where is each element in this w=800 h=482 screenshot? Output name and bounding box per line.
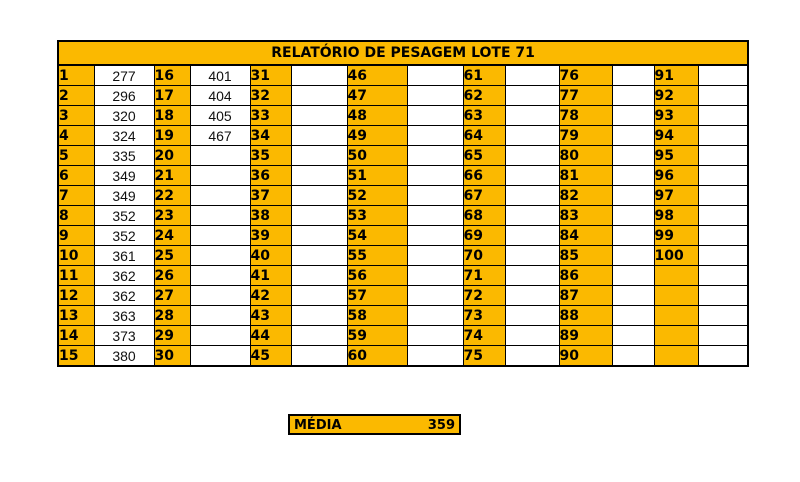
weight-value-cell[interactable] [612,346,654,367]
weight-value-cell[interactable] [190,226,250,246]
weight-value-cell[interactable] [505,186,559,206]
weight-value-cell[interactable] [612,106,654,126]
animal-number-cell: 26 [154,266,190,286]
animal-number-cell: 9 [58,226,94,246]
animal-number-cell: 67 [463,186,505,206]
animal-number-cell: 16 [154,65,190,86]
animal-number-cell: 66 [463,166,505,186]
animal-number-cell: 13 [58,306,94,326]
weight-value-cell[interactable] [698,86,748,106]
weight-value-cell[interactable] [291,106,347,126]
animal-number-cell: 88 [559,306,612,326]
weight-value-cell[interactable] [612,146,654,166]
weighing-table [57,40,749,367]
animal-number-cell: 3 [58,106,94,126]
weighing-report-sheet [57,40,747,367]
animal-number-cell: 17 [154,86,190,106]
weight-value-cell[interactable] [698,266,748,286]
table-row [58,126,748,146]
weight-value-cell[interactable] [407,106,463,126]
animal-number-cell: 30 [154,346,190,367]
animal-number-cell: 20 [154,146,190,166]
weight-value-cell[interactable]: 324 [94,126,154,146]
weight-value-cell[interactable] [612,86,654,106]
weight-value-cell[interactable] [698,226,748,246]
weight-value-cell[interactable] [190,186,250,206]
animal-number-cell: 10 [58,246,94,266]
weight-value-cell[interactable]: 405 [190,106,250,126]
weight-value-cell[interactable] [505,166,559,186]
weight-value-cell[interactable] [505,226,559,246]
weight-value-cell[interactable] [505,266,559,286]
weight-value-cell[interactable] [698,126,748,146]
animal-number-cell: 43 [250,306,291,326]
animal-number-cell: 48 [347,106,407,126]
weight-value-cell[interactable] [291,246,347,266]
weight-value-cell[interactable] [190,286,250,306]
animal-number-cell: 49 [347,126,407,146]
animal-number-cell [654,306,698,326]
weight-value-cell[interactable] [291,126,347,146]
animal-number-cell: 73 [463,306,505,326]
animal-number-cell: 35 [250,146,291,166]
weight-value-cell[interactable] [612,126,654,146]
animal-number-cell: 52 [347,186,407,206]
animal-number-cell: 94 [654,126,698,146]
average-label: MÉDIA [294,418,342,433]
animal-number-cell: 5 [58,146,94,166]
animal-number-cell: 87 [559,286,612,306]
animal-number-cell: 68 [463,206,505,226]
weight-value-cell[interactable] [698,106,748,126]
weight-value-cell[interactable] [190,146,250,166]
animal-number-cell: 27 [154,286,190,306]
animal-number-cell: 86 [559,266,612,286]
weight-value-cell[interactable]: 352 [94,226,154,246]
table-row [58,266,748,286]
report-title: RELATÓRIO DE PESAGEM LOTE 71 [58,41,748,65]
weight-value-cell[interactable] [612,286,654,306]
weight-value-cell[interactable]: 296 [94,86,154,106]
animal-number-cell: 8 [58,206,94,226]
weight-value-cell[interactable] [407,126,463,146]
animal-number-cell: 92 [654,86,698,106]
animal-number-cell: 81 [559,166,612,186]
animal-number-cell: 63 [463,106,505,126]
animal-number-cell: 97 [654,186,698,206]
weight-value-cell[interactable] [190,166,250,186]
weight-value-cell[interactable] [505,306,559,326]
weight-value-cell[interactable] [698,306,748,326]
weight-value-cell[interactable] [505,126,559,146]
weight-value-cell[interactable] [505,86,559,106]
weight-value-cell[interactable]: 363 [94,306,154,326]
animal-number-cell: 61 [463,65,505,86]
weight-value-cell[interactable] [291,286,347,306]
animal-number-cell: 50 [347,146,407,166]
weight-value-cell[interactable] [612,326,654,346]
animal-number-cell: 2 [58,86,94,106]
animal-number-cell: 33 [250,106,291,126]
animal-number-cell: 29 [154,326,190,346]
weight-value-cell[interactable] [291,206,347,226]
weight-value-cell[interactable] [698,146,748,166]
weight-value-cell[interactable]: 404 [190,86,250,106]
animal-number-cell: 4 [58,126,94,146]
animal-number-cell: 59 [347,326,407,346]
animal-number-cell: 37 [250,186,291,206]
animal-number-cell: 89 [559,326,612,346]
animal-number-cell: 34 [250,126,291,146]
table-row [58,286,748,306]
weight-value-cell[interactable] [291,266,347,286]
weight-value-cell[interactable] [407,186,463,206]
animal-number-cell: 6 [58,166,94,186]
animal-number-cell: 99 [654,226,698,246]
weight-value-cell[interactable] [291,306,347,326]
weight-value-cell[interactable] [407,326,463,346]
weight-value-cell[interactable]: 401 [190,65,250,86]
weight-value-cell[interactable] [612,65,654,86]
animal-number-cell: 90 [559,346,612,367]
animal-number-cell: 96 [654,166,698,186]
weight-value-cell[interactable] [698,326,748,346]
weight-value-cell[interactable] [291,86,347,106]
animal-number-cell: 75 [463,346,505,367]
weight-value-cell[interactable] [505,106,559,126]
animal-number-cell: 55 [347,246,407,266]
animal-number-cell: 32 [250,86,291,106]
weight-value-cell[interactable] [291,346,347,367]
animal-number-cell: 80 [559,146,612,166]
weight-value-cell[interactable] [190,326,250,346]
weight-value-cell[interactable] [407,286,463,306]
animal-number-cell [654,286,698,306]
weight-value-cell[interactable] [698,286,748,306]
weight-value-cell[interactable] [698,206,748,226]
animal-number-cell: 74 [463,326,505,346]
animal-number-cell: 85 [559,246,612,266]
animal-number-cell: 72 [463,286,505,306]
animal-number-cell: 78 [559,106,612,126]
animal-number-cell: 79 [559,126,612,146]
weight-value-cell[interactable] [291,166,347,186]
weight-value-cell[interactable] [612,186,654,206]
weight-value-cell[interactable] [505,286,559,306]
weight-value-cell[interactable] [407,166,463,186]
average-value: 359 [427,418,455,433]
animal-number-cell: 54 [347,226,407,246]
animal-number-cell: 95 [654,146,698,166]
average-box [288,414,461,435]
weight-value-cell[interactable] [612,206,654,226]
table-row [58,65,748,86]
weight-value-cell[interactable] [698,246,748,266]
table-row [58,226,748,246]
weight-value-cell[interactable] [698,166,748,186]
animal-number-cell: 21 [154,166,190,186]
animal-number-cell: 41 [250,266,291,286]
animal-number-cell: 22 [154,186,190,206]
weight-value-cell[interactable]: 373 [94,326,154,346]
animal-number-cell: 98 [654,206,698,226]
weight-value-cell[interactable] [407,246,463,266]
animal-number-cell: 47 [347,86,407,106]
animal-number-cell: 38 [250,206,291,226]
animal-number-cell: 65 [463,146,505,166]
animal-number-cell: 60 [347,346,407,367]
animal-number-cell: 11 [58,266,94,286]
weight-value-cell[interactable] [698,346,748,367]
table-row [58,166,748,186]
animal-number-cell: 12 [58,286,94,306]
animal-number-cell: 69 [463,226,505,246]
animal-number-cell: 91 [654,65,698,86]
weight-value-cell[interactable]: 277 [94,65,154,86]
animal-number-cell: 84 [559,226,612,246]
animal-number-cell: 45 [250,346,291,367]
weight-value-cell[interactable]: 320 [94,106,154,126]
animal-number-cell: 70 [463,246,505,266]
weight-value-cell[interactable] [505,246,559,266]
animal-number-cell: 76 [559,65,612,86]
animal-number-cell: 62 [463,86,505,106]
animal-number-cell: 100 [654,246,698,266]
weight-value-cell[interactable]: 349 [94,166,154,186]
weight-value-cell[interactable] [291,186,347,206]
weight-value-cell[interactable] [190,206,250,226]
weight-value-cell[interactable] [407,206,463,226]
animal-number-cell: 28 [154,306,190,326]
animal-number-cell: 39 [250,226,291,246]
animal-number-cell: 77 [559,86,612,106]
animal-number-cell: 83 [559,206,612,226]
weight-value-cell[interactable] [505,65,559,86]
animal-number-cell [654,326,698,346]
animal-number-cell: 7 [58,186,94,206]
weight-value-cell[interactable] [698,65,748,86]
weight-value-cell[interactable] [407,65,463,86]
animal-number-cell: 24 [154,226,190,246]
animal-number-cell: 57 [347,286,407,306]
animal-number-cell: 82 [559,186,612,206]
weight-value-cell[interactable] [612,226,654,246]
weight-value-cell[interactable]: 467 [190,126,250,146]
animal-number-cell: 31 [250,65,291,86]
weight-value-cell[interactable] [407,266,463,286]
animal-number-cell: 14 [58,326,94,346]
weight-value-cell[interactable] [291,226,347,246]
animal-number-cell: 53 [347,206,407,226]
animal-number-cell: 44 [250,326,291,346]
weight-value-cell[interactable]: 362 [94,266,154,286]
weight-value-cell[interactable] [612,166,654,186]
weight-value-cell[interactable]: 335 [94,146,154,166]
weight-value-cell[interactable] [505,206,559,226]
animal-number-cell: 58 [347,306,407,326]
animal-number-cell: 51 [347,166,407,186]
weight-value-cell[interactable]: 361 [94,246,154,266]
weight-value-cell[interactable] [505,146,559,166]
weight-value-cell[interactable] [612,246,654,266]
weight-value-cell[interactable] [407,86,463,106]
weight-value-cell[interactable] [407,306,463,326]
animal-number-cell: 40 [250,246,291,266]
animal-number-cell: 36 [250,166,291,186]
animal-number-cell: 15 [58,346,94,367]
animal-number-cell: 46 [347,65,407,86]
animal-number-cell: 25 [154,246,190,266]
weight-value-cell[interactable] [190,246,250,266]
table-row [58,206,748,226]
weight-value-cell[interactable] [407,226,463,246]
animal-number-cell [654,266,698,286]
weight-value-cell[interactable]: 362 [94,286,154,306]
weight-value-cell[interactable] [291,146,347,166]
table-row [58,186,748,206]
weight-value-cell[interactable] [291,326,347,346]
weight-value-cell[interactable] [291,65,347,86]
weight-value-cell[interactable] [612,266,654,286]
weight-value-cell[interactable]: 380 [94,346,154,367]
weight-value-cell[interactable] [190,306,250,326]
weight-value-cell[interactable] [505,326,559,346]
animal-number-cell [654,346,698,367]
weight-value-cell[interactable]: 349 [94,186,154,206]
table-row [58,306,748,326]
weight-value-cell[interactable] [612,306,654,326]
weight-value-cell[interactable] [190,266,250,286]
animal-number-cell: 93 [654,106,698,126]
weight-value-cell[interactable] [407,346,463,367]
weight-value-cell[interactable] [698,186,748,206]
weight-value-cell[interactable] [505,346,559,367]
table-row [58,106,748,126]
animal-number-cell: 1 [58,65,94,86]
animal-number-cell: 18 [154,106,190,126]
table-row [58,346,748,367]
animal-number-cell: 64 [463,126,505,146]
animal-number-cell: 71 [463,266,505,286]
table-row [58,246,748,266]
table-row [58,326,748,346]
animal-number-cell: 23 [154,206,190,226]
weight-value-cell[interactable] [190,346,250,367]
animal-number-cell: 19 [154,126,190,146]
table-row [58,146,748,166]
table-row [58,86,748,106]
weight-value-cell[interactable] [407,146,463,166]
animal-number-cell: 42 [250,286,291,306]
animal-number-cell: 56 [347,266,407,286]
weight-value-cell[interactable]: 352 [94,206,154,226]
